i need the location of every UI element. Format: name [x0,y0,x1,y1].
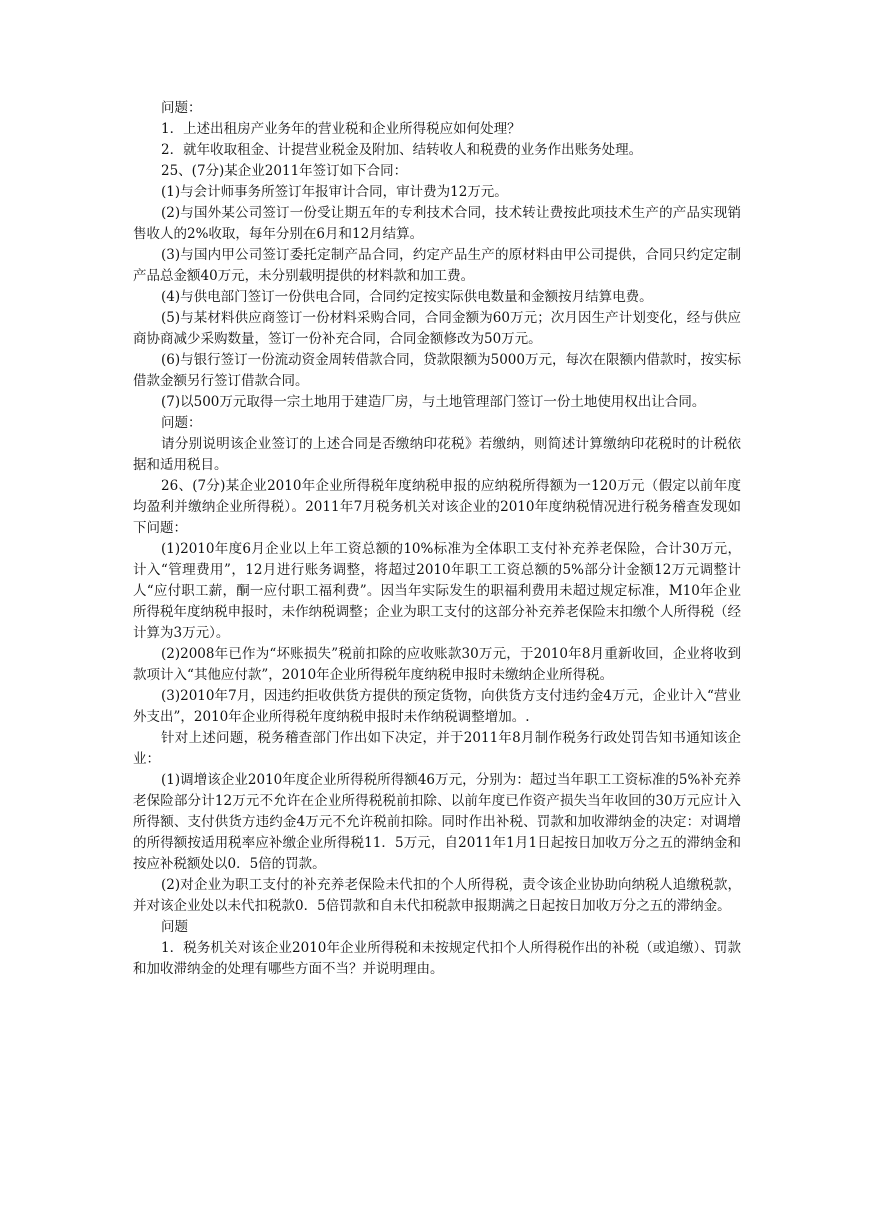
document-body [133,98,741,980]
contract-item: (7)以500万元取得一宗土地用于建造厂房，与土地管理部门签订一份土地使用权出让合同。 [161,394,706,410]
contract-item: (2)与国外某公司签订一份受让期五年的专利技术合同，技术转让费按此项技术生产的产品实现销售收人的2%收取，每年分别在6月和12月结算。 [133,205,741,242]
contract-item: (3)与国内甲公司签订委托定制产品合同，约定产品生产的原材料由甲公司提供，合同只约定定制产品总金额40万元，未分别载明提供的材料款和加工费。 [133,247,741,284]
heading-questions: 问题 [161,919,188,935]
heading-questions: 问题： [161,100,202,116]
question-item: 1．上述出租房产业务年的营业税和企业所得税应如何处理？ [161,121,521,137]
contract-item: (6)与银行签订一份流动资金周转借款合同，贷款限额为5000万元，每次在限额内借款时，按实标借款金额另行签订借款合同。 [133,352,741,389]
heading-questions: 问题： [161,415,202,431]
decision-intro: 针对上述问题，税务稽查部门作出如下决定，并于2011年8月制作税务行政处罚告知书通知该企业： [133,730,741,767]
question-item: 2．就年收取租金、计提营业税金及附加、结转收人和税费的业务作出账务处理。 [161,142,643,158]
issue-item: (1)2010年度6月企业以上年工资总额的10%标准为全体职工支付补充养老保险，合计30万元，计入“管理费用”，12月进行账务调整，将超过2010年职工工资总额的5%部分计金额12万元调整计人“应付职工薪，酮一应付职工福利费”。因当年实际发生的职福利费用未超过规定标准，M10年企业所得税年度纳税申报时，未作纳税调整；企业为职工支付的这部分补充养老保险末扣缴个人所得税（经计算为3万元）。 [133,541,741,641]
issue-item: (2)2008年已作为“坏账损失”税前扣除的应收账款30万元，于2010年8月重新收回，企业将收到款项计入“其他应付款”，2010年企业所得税年度纳税申报时未缴纳企业所得税。 [133,646,741,683]
question-item: 请分别说明该企业签订的上述合同是否缴纳印花税》若缴纳，则简述计算缴纳印花税时的计税依据和适用税目。 [133,436,741,473]
problem-heading: 25、(7分)某企业2011年签订如下合同： [161,163,408,179]
problem-heading: 26、(7分)某企业2010年企业所得税年度纳税申报的应纳税所得额为一120万元（假定以前年度均盈利并缴纳企业所得税）。2011年7月税务机关对该企业的2010年度纳税情况进行税务稽查发现如下问题： [133,478,741,536]
contract-item: (4)与供电部门签订一份供电合同，合同约定按实际供电数量和金额按月结算电费。 [161,289,653,305]
decision-item: (1)调增该企业2010年度企业所得税所得额46万元，分别为：超过当年职工工资标准的5%补充养老保险部分计12万元不允许在企业所得税税前扣除、以前年度已作资产损失当年收回的30万元应计入所得额、支付供货方违约金4万元不允许税前扣除。同时作出补税、罚款和加收滞纳金的决定：对调增的所得额按适用税率应补缴企业所得税11．5万元，自2011年1月1日起按日加收万分之五的滞纳金和按应补税额处以0．5倍的罚款。 [133,772,741,872]
contract-item: (5)与某材料供应商签订一份材料采购合同，合同金额为60万元；次月因生产计划变化，经与供应商协商减少采购数量，签订一份补充合同，合同金额修改为50万元。 [133,310,741,347]
issue-item: (3)2010年7月，因违约拒收供货方提供的预定货物，向供货方支付违约金4万元，企业计入“营业外支出”，2010年企业所得税年度纳税申报时未作纳税调整增加。. [133,688,741,725]
decision-item: (2)对企业为职工支付的补充养老保险未代扣的个人所得税，责令该企业协助向纳税人追缴税款，并对该企业处以未代扣税款0．5倍罚款和自未代扣税款申报期满之日起按日加收万分之五的滞纳金。 [133,877,741,914]
contract-item: (1)与会计师事务所签订年报审计合同，审计费为12万元。 [161,184,508,200]
question-item: 1．税务机关对该企业2010年企业所得税和未按规定代扣个人所得税作出的补税（或追缴）、罚款和加收滞纳金的处理有哪些方面不当？并说明理由。 [133,940,741,977]
